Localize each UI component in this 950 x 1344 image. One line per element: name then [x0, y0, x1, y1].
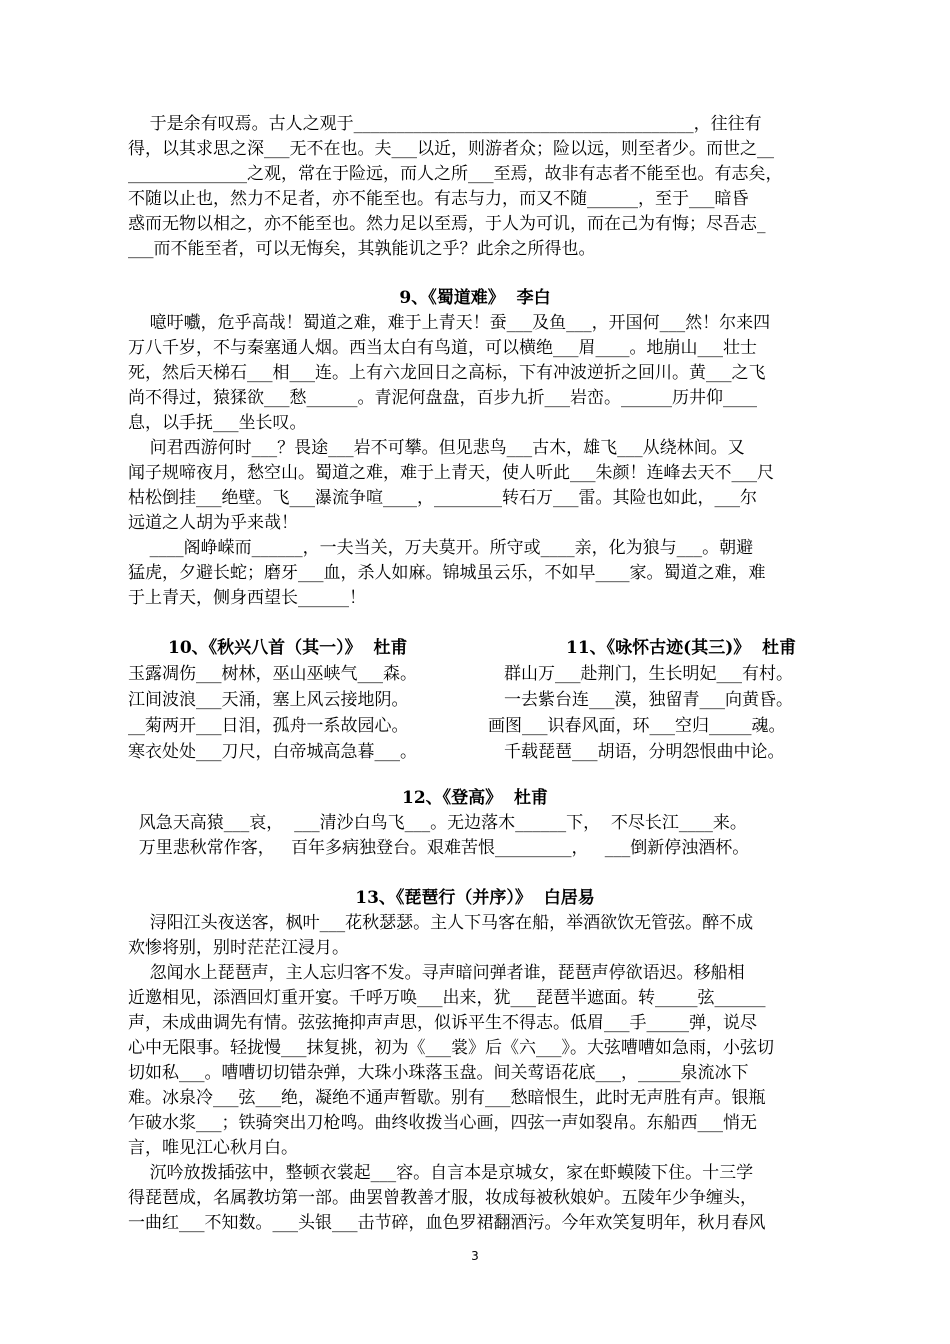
poem-line: 画图___识春风面，环___空归_____魂。: [488, 716, 786, 736]
poem-line: __菊两开___日泪，孤舟一系故园心。: [128, 716, 409, 736]
poem-line: 江间波浪___天涌，塞上风云接地阴。: [128, 690, 409, 710]
text-line: 言，唯见江心秋月白。: [128, 1138, 298, 1158]
text-line: 惑而无物以相之，亦不能至也。然力足以至焉，于人为可讥，而在己为有悔；尽吾志_: [128, 214, 766, 234]
text-line: ____阁峥嵘而______，一夫当关，万夫莫开。所守或____亲，化为狼与___。朝避: [128, 538, 754, 558]
text-line: 欢惨将别，别时茫茫江浸月。: [128, 938, 349, 958]
text-line: 得，以其求思之深___无不在也。夫___以近，则游者众；险以远，则至者少。而世之__: [128, 139, 774, 159]
text-line: 心中无限事。轻拢慢___抹复挑，初为《___裳》后《六___》。大弦嘈嘈如急雨，小弦切: [128, 1038, 774, 1058]
text-line: 风急天高猿___哀， ___清沙白鸟飞___。无边落木______下， 不尽长江____来。: [128, 813, 747, 833]
section-11-title: 11、《咏怀古迹(其三)》 杜甫: [566, 638, 797, 658]
section-12-title: 12、《登高》 杜甫: [402, 788, 548, 808]
poem-line: 一去紫台连___漠，独留青___向黄昏。: [504, 690, 793, 710]
poem-line: 玉露凋伤___树林，巫山巫峡气___森。: [128, 664, 417, 684]
text-line: 于是余有叹焉。古人之观于________________________________________，往往有: [128, 114, 762, 134]
text-line: 噫吁嚱，危乎高哉！蜀道之难，难于上青天！蚕___及鱼___，开国何___然！尔来四: [128, 313, 771, 333]
text-line: 问君西游何时___？畏途___岩不可攀。但见悲鸟___古木，雄飞___从绕林间。又: [128, 438, 745, 458]
section-10: [128, 636, 468, 765]
text-line: 沉吟放拨插弦中，整顿衣裳起___容。自言本是京城女，家在虾蟆陵下住。十三学: [128, 1163, 754, 1183]
text-line: 声，未成曲调先有情。弦弦掩抑声声思，似诉平生不得志。低眉___手_____弹，说尽: [128, 1013, 757, 1033]
page-number: 3: [471, 1249, 479, 1263]
text-line: 乍破水浆___；铁骑突出刀枪鸣。曲终收拨当心画，四弦一声如裂帛。东船西___悄无: [128, 1113, 757, 1133]
text-line: 于上青天，侧身西望长______！: [128, 588, 366, 608]
poem-line: 千载琵琶___胡语，分明怨恨曲中论。: [504, 742, 785, 762]
section-9-body: [128, 311, 828, 611]
text-line: 一曲红___不知数。___头银___击节碎，血色罗裙翻酒污。今年欢笑复明年，秋月春风: [128, 1213, 766, 1233]
section-10-title: 10、《秋兴八首（其一）》 杜甫: [168, 638, 408, 658]
text-line: 浔阳江头夜送客，枫叶___花秋瑟瑟。主人下马客在船，举酒欲饮无管弦。醉不成: [128, 913, 754, 933]
section-12-body: [128, 811, 848, 861]
text-line: 不随以止也，然力不足者，亦不能至也。有志与力，而又不随______，至于___暗昏: [128, 189, 749, 209]
intro-paragraph: [128, 112, 828, 262]
text-line: 难。冰泉冷___弦___绝，凝绝不通声暂歇。别有___愁暗恨生，此时无声胜有声。银瓶: [128, 1088, 766, 1108]
poem-line: 寒衣处处___刀尺，白帝城高急暮___。: [128, 742, 417, 762]
text-line: ___而不能至者，可以无悔矣，其孰能讥之乎？此余之所得也。: [128, 239, 596, 259]
text-line: 猛虎，夕避长蛇；磨牙___血，杀人如麻。锦城虽云乐，不如早____家。蜀道之难，难: [128, 563, 766, 583]
section-11: [488, 636, 833, 765]
text-line: 远道之人胡为乎来哉！: [128, 513, 298, 533]
text-line: 枯松倒挂___绝壁。飞___瀑流争喧____，________转石万___雷。其险也如此，___尔: [128, 488, 757, 508]
text-line: 闻子规啼夜月，愁空山。蜀道之难，难于上青天，使人听此___朱颜！连峰去天不___尺: [128, 463, 774, 483]
text-line: 息，以手抚___坐长叹。: [128, 413, 307, 433]
text-line: 死，然后天梯石___相___连。上有六龙回日之高标，下有冲波逆折之回川。黄___之飞: [128, 363, 766, 383]
text-line: ______________之观，常在于险远，而人之所___至焉，故非有志者不能至也。有志矣，: [128, 164, 783, 184]
poem-line: 群山万___赴荆门，生长明妃___有村。: [504, 664, 793, 684]
section-13-body: [128, 911, 828, 1236]
text-line: 尚不得过，猿猱欲___愁______。青泥何盘盘，百步九折___岩峦。______历井仰____: [128, 388, 757, 408]
text-line: 切如私___。嘈嘈切切错杂弹，大珠小珠落玉盘。间关莺语花底___，_____泉流冰下: [128, 1063, 749, 1083]
text-line: 近邀相见，添酒回灯重开宴。千呼万唤___出来，犹___琵琶半遮面。转_____弦______: [128, 988, 766, 1008]
section-13-title: 13、《琵琶行（并序）》 白居易: [355, 888, 595, 908]
section-9-title: 9、《蜀道难》 李白: [399, 288, 551, 308]
text-line: 得琵琶成，名属教坊第一部。曲罢曾教善才服，妆成每被秋娘妒。五陵年少争缠头，: [128, 1188, 757, 1208]
text-line: 万里悲秋常作客， 百年多病独登台。艰难苦恨_________， ___倒新停浊酒杯。: [128, 838, 750, 858]
text-line: 万八千岁，不与秦塞通人烟。西当太白有鸟道，可以横绝___眉____。地崩山___壮士: [128, 338, 757, 358]
text-line: 忽闻水上琵琶声，主人忘归客不发。寻声暗问弹者谁，琵琶声停欲语迟。移船相: [128, 963, 745, 983]
